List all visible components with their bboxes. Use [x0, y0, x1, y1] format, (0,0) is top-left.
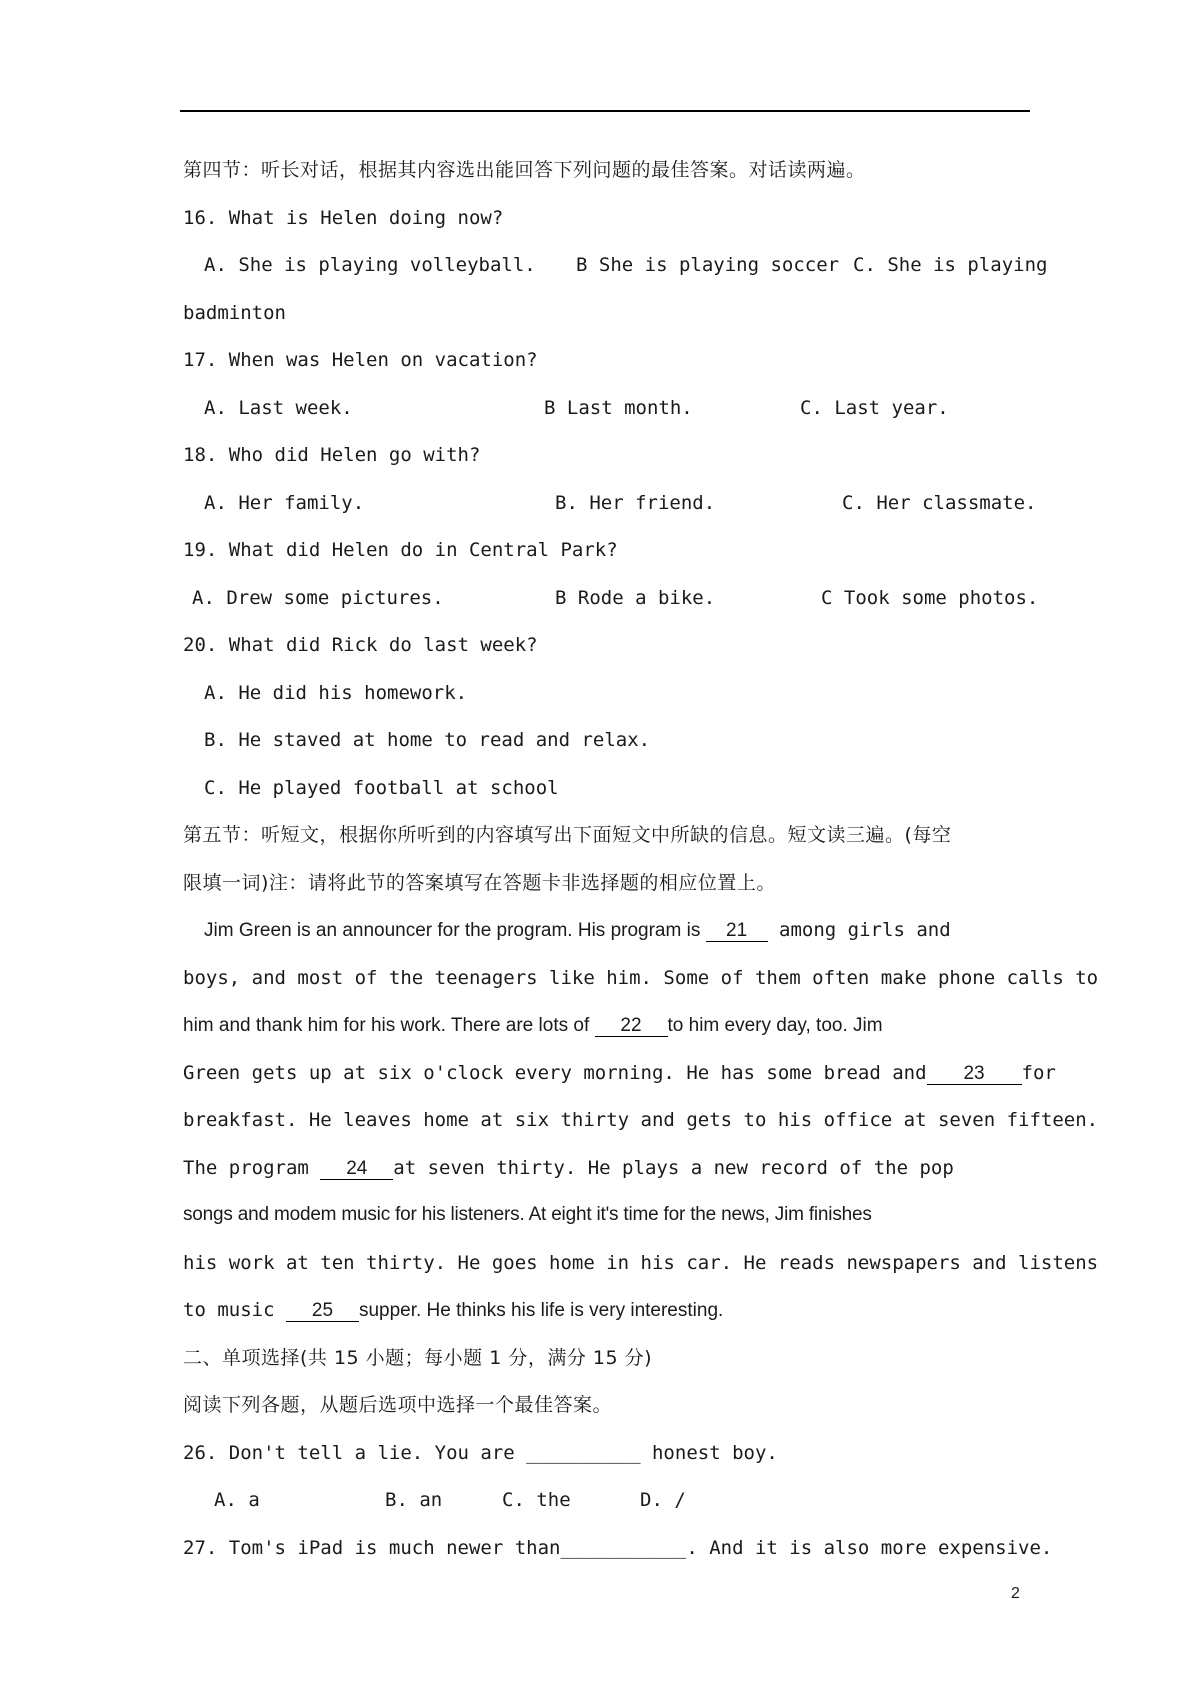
question-19: 19. What did Helen do in Central Park?: [183, 539, 618, 561]
q16-option-a: A. She is playing volleyball.: [204, 254, 536, 276]
passage-line-3: [183, 1013, 883, 1038]
question-16: 16. What is Helen doing now?: [183, 207, 504, 229]
passage-line-7: songs and modem music for his listeners. At eight it's time for the news, Jim finishes: [183, 1204, 872, 1225]
passage-text: to music: [183, 1299, 286, 1321]
q16-option-c-continued: badminton: [183, 302, 286, 324]
header-rule: [180, 110, 1030, 112]
blank-21: 21: [706, 921, 768, 942]
part2-heading: 二、单项选择(共 15 小题；每小题 1 分，满分 15 分): [183, 1347, 653, 1369]
q20-option-a: A. He did his homework.: [204, 682, 468, 704]
passage-text: among girls and: [767, 919, 951, 941]
q26-option-c: C. the: [502, 1489, 571, 1511]
q26-option-d: D. /: [640, 1489, 686, 1511]
passage-text: to him every day, too. Jim: [667, 1015, 883, 1036]
question-17: 17. When was Helen on vacation?: [183, 349, 538, 371]
q16-option-c: C. She is playing: [853, 254, 1048, 276]
q16-option-b: B She is playing soccer: [576, 254, 840, 276]
passage-text: Green gets up at six o'clock every morning. He has some bread and: [183, 1062, 927, 1084]
blank-25: 25: [286, 1301, 359, 1322]
question-27: 27. Tom's iPad is much newer than___________. And it is also more expensive.: [183, 1537, 1053, 1559]
passage-line-4: [183, 1061, 1056, 1085]
part2-instruction: 阅读下列各题，从题后选项中选择一个最佳答案。: [183, 1394, 613, 1416]
q17-option-c: C. Last year.: [800, 397, 949, 419]
q19-option-b: B Rode a bike.: [555, 587, 716, 609]
q18-option-b: B. Her friend.: [555, 492, 716, 514]
passage-line-2: boys, and most of the teenagers like him. Some of them often make phone calls to: [183, 967, 1099, 989]
passage-text: at seven thirty. He plays a new record of the pop: [393, 1157, 954, 1179]
passage-line-6: [183, 1156, 954, 1180]
question-18: 18. Who did Helen go with?: [183, 444, 481, 466]
passage-text: Jim Green is an announcer for the program. His program is: [204, 920, 706, 941]
passage-line-8: his work at ten thirty. He goes home in his car. He reads newspapers and listens: [183, 1252, 1099, 1274]
section5-heading-line1: 第五节：听短文，根据你所听到的内容填写出下面短文中所缺的信息。短文读三遍。(每空: [183, 824, 952, 846]
q20-option-b: B. He staved at home to read and relax.: [204, 729, 651, 751]
q26-option-a: A. a: [214, 1489, 260, 1511]
q17-option-a: A. Last week.: [204, 397, 353, 419]
passage-text: him and thank him for his work. There are lots of: [183, 1015, 595, 1036]
q19-option-a: A. Drew some pictures.: [192, 587, 444, 609]
passage-line-5: breakfast. He leaves home at six thirty and gets to his office at seven fifteen.: [183, 1109, 1099, 1131]
passage-line-9: [183, 1298, 723, 1323]
q19-option-c: C Took some photos.: [821, 587, 1039, 609]
blank-23: 23: [927, 1064, 1022, 1085]
blank-22: 22: [595, 1016, 668, 1037]
q26-option-b: B. an: [385, 1489, 443, 1511]
passage-text: The program: [183, 1157, 321, 1179]
q18-option-a: A. Her family.: [204, 492, 365, 514]
passage-text: supper. He thinks his life is very interesting.: [358, 1300, 724, 1321]
q20-option-c: C. He played football at school: [204, 777, 559, 799]
page-number: 2: [1011, 1585, 1020, 1602]
q18-option-c: C. Her classmate.: [842, 492, 1037, 514]
passage-text: for: [1021, 1062, 1056, 1084]
question-26: 26. Don't tell a lie. You are __________ honest boy.: [183, 1442, 778, 1464]
question-20: 20. What did Rick do last week?: [183, 634, 538, 656]
passage-line-1: [204, 918, 951, 943]
blank-24: 24: [320, 1159, 393, 1180]
section4-heading: 第四节：听长对话，根据其内容选出能回答下列问题的最佳答案。对话读两遍。: [183, 159, 866, 181]
q17-option-b: B Last month.: [544, 397, 693, 419]
section5-heading-line2: 限填一词)注：请将此节的答案填写在答题卡非选择题的相应位置上。: [183, 872, 776, 894]
